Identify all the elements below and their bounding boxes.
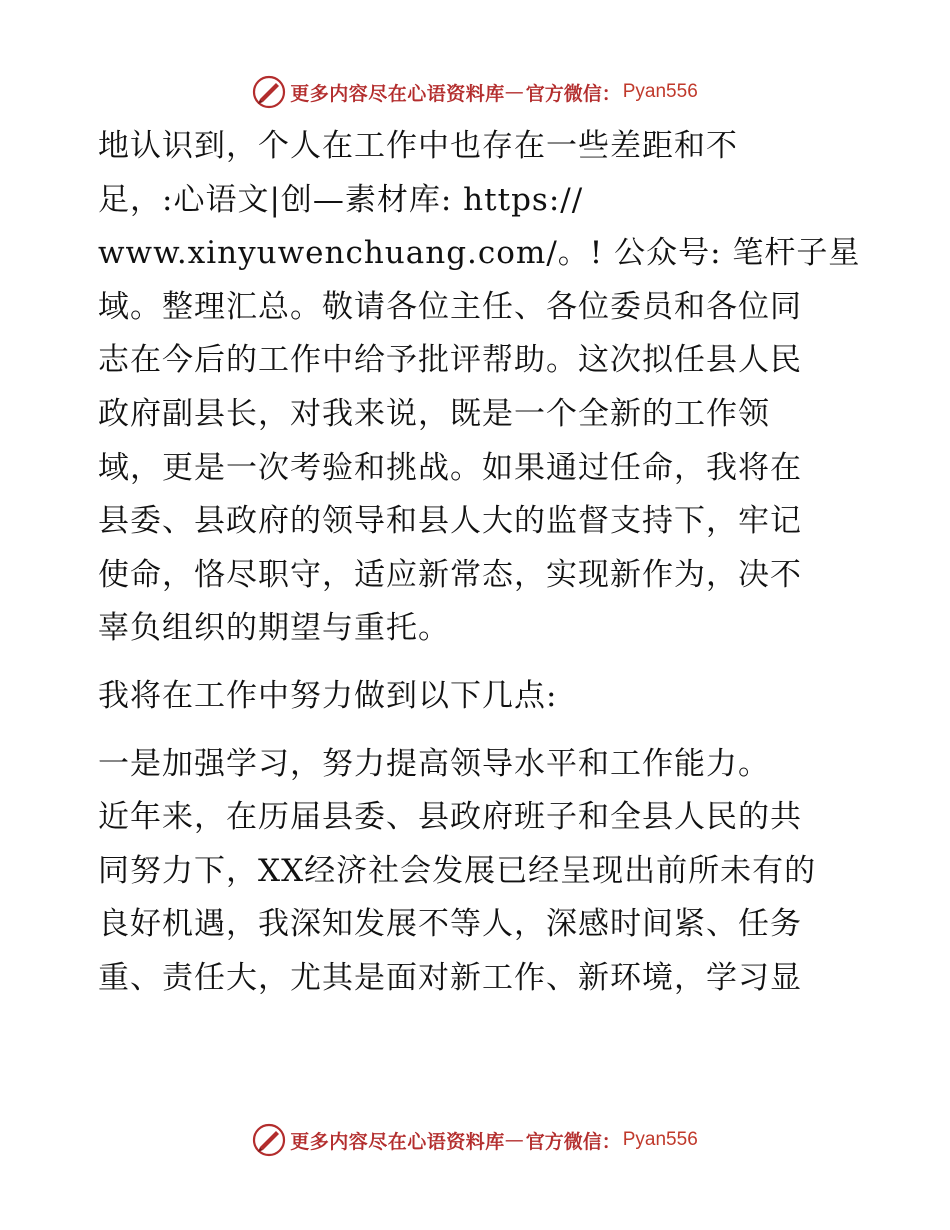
text-line: 足，:心语文|创—素材库: https:// xyxy=(98,181,584,218)
text-line: 域，更是一次考验和挑战。如果通过任命，我将在 xyxy=(98,449,802,486)
text-line: 近年来，在历届县委、县政府班子和全县人民的共 xyxy=(98,799,802,836)
banner-wechat-id: Pyan556 xyxy=(622,81,698,102)
banner-separator: — xyxy=(504,81,524,103)
text-line: 地认识到，个人在工作中也存在一些差距和不 xyxy=(98,128,738,164)
banner-separator: — xyxy=(504,1129,524,1151)
text-line: 重、责任大，尤其是面对新工作、新环境，学习显 xyxy=(98,959,802,996)
paragraph xyxy=(98,738,858,1006)
footer-banner xyxy=(0,1120,950,1160)
document-body xyxy=(98,120,861,1006)
pen-circle-logo-icon xyxy=(252,1123,286,1157)
text-line: 使命，恪尽职守，适应新常态，实现新作为，决不 xyxy=(98,556,802,593)
text-line: 志在今后的工作中给予批评帮助。这次拟任县人民 xyxy=(98,342,802,379)
text-line: 县委、县政府的领导和县人大的监督支持下，牢记 xyxy=(98,503,802,540)
text-line: 辜负组织的期望与重托。 xyxy=(98,610,450,647)
text-line: 我将在工作中努力做到以下几点: xyxy=(98,677,558,714)
text-line: 同努力下，XX经济社会发展已经呈现出前所未有的 xyxy=(98,852,817,889)
text-line: www.xinyuwenchuang.com/。! 公众号: 笔杆子星 xyxy=(98,235,861,272)
paragraph xyxy=(98,670,858,724)
pen-circle-logo-icon xyxy=(252,75,286,109)
banner-brand-text: 更多内容尽在心语资料库 xyxy=(290,1130,505,1153)
paragraph xyxy=(98,120,861,656)
text-line: 良好机遇，我深知发展不等人，深感时间紧、任务 xyxy=(98,906,802,943)
text-line: 政府副县长，对我来说，既是一个全新的工作领 xyxy=(98,395,770,432)
text-line: 域。整理汇总。敬请各位主任、各位委员和各位同 xyxy=(98,288,802,325)
text-line: 一是加强学习，努力提高领导水平和工作能力。 xyxy=(98,745,770,782)
banner-wechat-id: Pyan556 xyxy=(622,1129,698,1150)
banner-wechat-label: 官方微信： xyxy=(525,82,621,105)
header-banner xyxy=(0,72,950,112)
banner-brand-text: 更多内容尽在心语资料库 xyxy=(290,82,505,105)
banner-wechat-label: 官方微信： xyxy=(525,1130,621,1153)
